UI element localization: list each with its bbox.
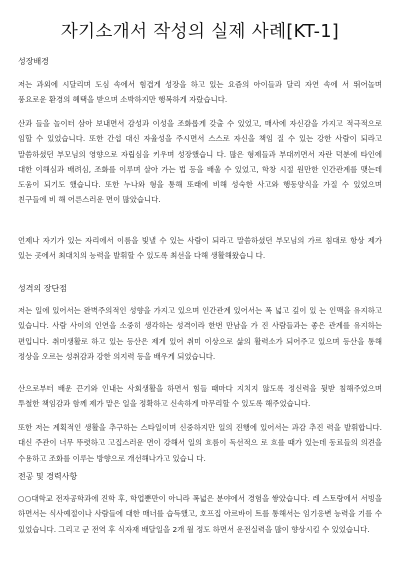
- section-heading-growth: 성장배경: [18, 57, 49, 66]
- paragraph: 저는 일에 있어서는 완벽주의적인 성향을 가지고 있으며 인간관계 있어서는 폭 넓고 깊이 있 는 인맥을 유지하고 있습니다. 사람 사이의 인연을 소중히 생각하는 성격이라 한번 만남을 가 진 사람들과는 좋은 관계를 유지하는 편입니다. 취미생활로 하고 있는 등산은 제게 있어 취미 이상으로 삶의 활력소가 되어주고 있으며 등산을 통해 정상을 오르는 성취감과 강한 의지력 등을 배우게 되었습니다.: [18, 306, 382, 361]
- paragraph: 언제나 자기가 있는 자리에서 이름을 빛낼 수 있는 사람이 되라고 말씀하셨던 부모님의 가르 침대로 항상 제가 있는 곳에서 최대치의 능력을 발휘할 수 있도록 최선을 다해 생활해왔습니 다.: [18, 236, 382, 261]
- paragraph: 저는 과외에 시달리며 도심 속에서 힘겹게 성장을 하고 있는 요즘의 아이들과 달리 자연 속에 서 뛰어놀며 풍요로운 환경의 혜택을 받으며 소박하지만 행복하게 자랐습니다.: [18, 80, 382, 105]
- section-heading-personality: 성격의 장단점: [18, 284, 67, 293]
- document-title: 자기소개서 작성의 실제 사례[KT-1]: [60, 22, 340, 42]
- paragraph: 산과 들을 놀이터 삼아 보내면서 감성과 이성을 조화롭게 갖출 수 있었고, 매사에 자신감을 가지고 적극적으로 임할 수 있었습니다. 또한 간섭 대신 자율성을 주시면서 스스로 자신을 책임 질 수 있는 강한 사람이 되라고 말씀하셨던 부모님의 영향으로 자립심을 키우며 성장했습니 다. 많은 형제들과 부대끼면서 자란 덕분에 타인에 대한 이해심과 배려심, 조화를 이루며 살아 가는 법 등을 배울 수 있었고, 학창 시절 원만한 인간관계를 맺는데 도움이 되기도 했습니다. 또한 누나와 형을 통해 또래에 비해 성숙한 사고와 행동양식을 가질 수 있었으며 친구들에 비 해 어른스러운 면이 많았습니다.: [18, 119, 382, 205]
- paragraph: ○○대학교 전자공학과에 진학 후, 학업뿐만이 아니라 폭넓은 분야에서 경험을 쌓았습니다. 레 스토랑에서 서빙을 하면서는 식사예절이나 사람들에 대한 매너를 습득했고, 호프집 아르바이 트를 통해서는 임기응변 능력을 기를 수 있었습니다. 그리고 군 전역 후 식자재 배달일을 2개 월 정도 하면서 운전실력을 많이 향상시킬 수 있었습니다.: [18, 494, 382, 534]
- paragraph: 또한 저는 계획적인 생활을 추구하는 스타일이며 신중하지만 일의 진행에 있어서는 과감 추진 력을 발휘합니다. 대신 주관이 너무 뚜렷하고 고집스러운 면이 강해서 일의 흐름이 독선적으 로 흐를 때가 있는데 동료들의 의견을 수용하고 조화를 이루는 방향으로 개선해나가고 있습니 다.: [18, 423, 382, 463]
- paragraph: 산으로부터 배운 끈기와 인내는 사회생활을 하면서 힘들 때마다 지치지 않도록 정신력을 뒷받 침해주었으며 투철한 책임감과 함께 제가 맡은 일을 정확하고 신속하게 마무리할 수 있도록 해주었습니다.: [18, 384, 382, 409]
- section-heading-career: 전공 및 경력사항: [18, 472, 78, 481]
